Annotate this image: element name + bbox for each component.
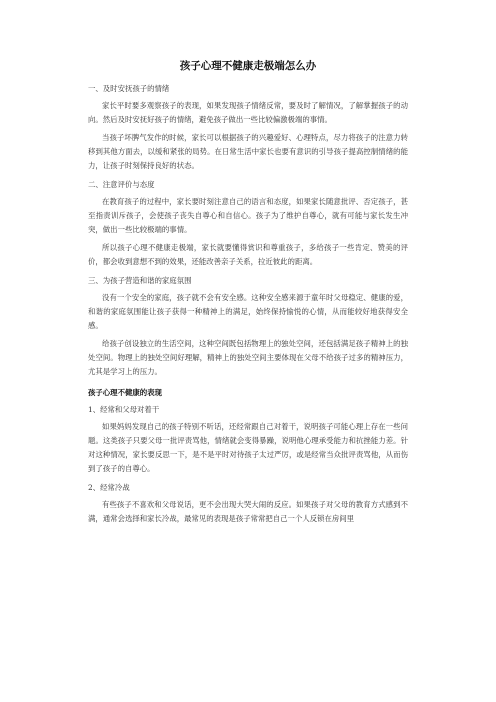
section-3-paragraph-1: 没有一个安全的家庭，孩子就不会有安全感。这种安全感来源于童年时父母稳定、健康的爱，和谐的家庭氛围能让孩子获得一种精神上的满足，始终保持愉悦的心情，从而能较好地获得安全感。 xyxy=(88,293,408,330)
section-2-heading: 二、注意评价与态度 xyxy=(88,180,155,189)
subsection-1-heading: 1、经常和父母对着干 xyxy=(88,405,160,414)
section-1-paragraph-2: 当孩子坏脾气发作的时候，家长可以根据孩子的兴趣爱好、心理特点，尽力将孩子的注意力转移到其他方面去，以缓和紧张的局势。在日常生活中家长也要有意识的引导孩子提高控制情绪的能力，让孩子时刻保持良好的状态。 xyxy=(88,133,408,170)
section-2-paragraph-1: 在教育孩子的过程中，家长要时刻注意自己的语言和态度，如果家长随意批评、否定孩子，甚至指责训斥孩子，会使孩子丧失自尊心和自信心。孩子为了维护自尊心，就有可能与家长发生冲突，做出一些比较极端的事情。 xyxy=(88,197,408,234)
section-1-heading: 一、及时安抚孩子的情绪 xyxy=(88,84,170,93)
section-1-paragraph-1: 家长平时要多观察孩子的表现，如果发现孩子情绪反常，要及时了解情况，了解掌握孩子的动向。然后及时安抚好孩子的情绪，避免孩子做出一些比较偏激极端的事情。 xyxy=(88,101,408,124)
section-1 xyxy=(88,83,408,173)
document-title: 孩子心理不健康走极端怎么办 xyxy=(179,60,317,72)
subsection-1-paragraph: 如果妈妈发现自己的孩子特别不听话，还经常跟自己对着干，说明孩子可能心理上存在一些问题。这类孩子只要父母一批评责骂他，情绪就会变得暴躁，说明他心理承受能力和抗挫能力差。针对这种情况，家长要反思一下，是不是平时对待孩子太过严厉，或是经常当众批评责骂他，从而伤到了孩子的自尊心。 xyxy=(88,422,408,473)
section-3 xyxy=(88,275,408,379)
section-2 xyxy=(88,179,408,269)
section-2-paragraph-2: 所以孩子心理不健康走极端，家长就要懂得赏识和尊重孩子，多给孩子一些肯定、赞美的评价，都会收到意想不到的效果，还能改善亲子关系，拉近彼此的距离。 xyxy=(88,243,408,266)
section-3-paragraph-2: 给孩子创设独立的生活空间，这种空间既包括物理上的独处空间，还包括满足孩子精神上的独处空间。物理上的独处空间好理解，精神上的独处空间主要体现在父母不给孩子过多的精神压力，尤其是学习上的压力。 xyxy=(88,339,408,376)
section-4 xyxy=(88,387,408,526)
section-3-heading: 三、为孩子营造和谐的家庭氛围 xyxy=(88,276,192,285)
subsection-2-paragraph: 有些孩子不喜欢和父母说话，更不会出现大哭大闹的反应。如果孩子对父母的教育方式感到不满，通常会选择和家长冷战，最常见的表现是孩子常常把自己一个人反锁在房间里 xyxy=(88,500,408,523)
section-4-heading: 孩子心理不健康的表现 xyxy=(88,388,162,397)
subsection-2-heading: 2、经常冷战 xyxy=(88,483,130,492)
